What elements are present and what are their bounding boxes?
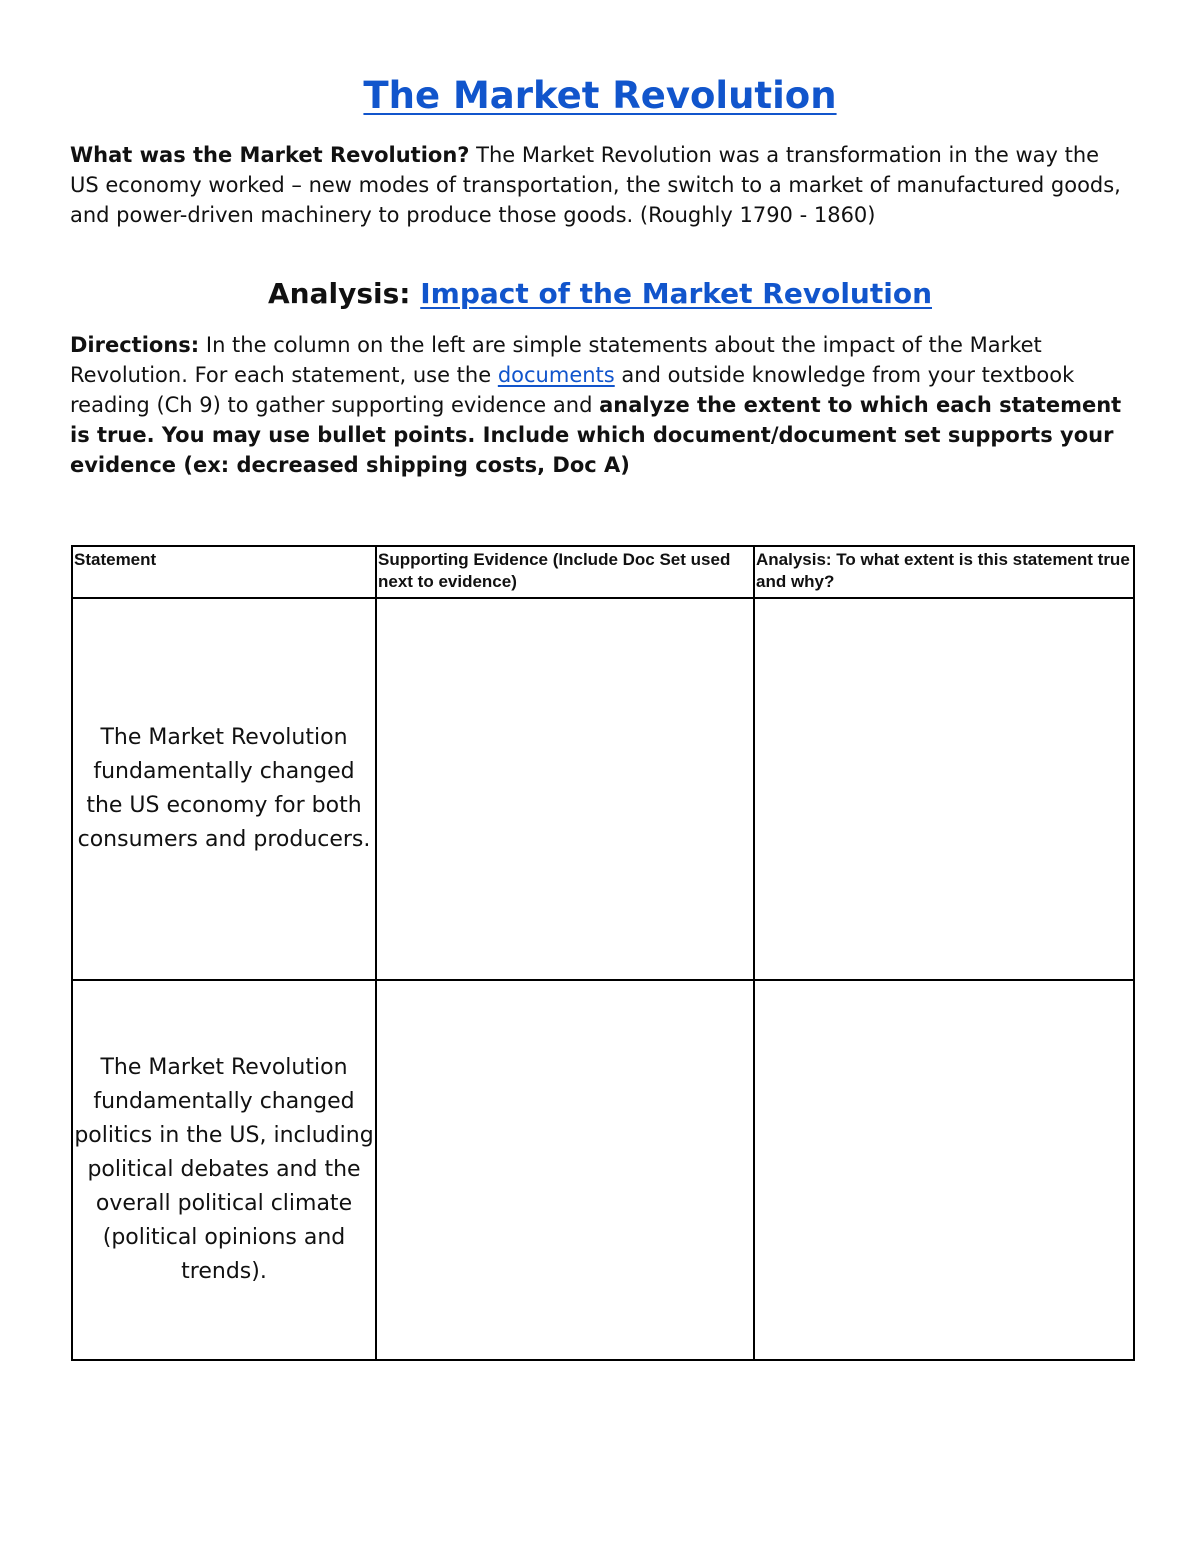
directions-bold-text: analyze the extent to which each statement is true. You may use bullet points. Include which document/document set supports your evidence (ex: decreased shipping costs, Doc A) — [70, 393, 1122, 477]
impact-link[interactable]: Impact of the Market Revolution — [420, 277, 932, 310]
directions-text-2: and outside knowledge from your textbook reading (Ch 9) to gather supporting evidence and — [70, 363, 1075, 417]
intro-paragraph — [70, 140, 1130, 230]
evidence-cell[interactable] — [376, 980, 754, 1360]
analysis-cell[interactable] — [754, 980, 1134, 1360]
page-title[interactable]: The Market Revolution — [363, 74, 837, 117]
header-analysis: Analysis: To what extent is this statement true and why? — [754, 546, 1134, 598]
header-statement: Statement — [72, 546, 376, 598]
directions-paragraph — [70, 330, 1130, 480]
table-row — [72, 980, 1134, 1360]
directions-text-1: In the column on the left are simple statements about the impact of the Market Revolution. For each statement, use the — [70, 333, 1042, 387]
section-heading-prefix: Analysis: — [268, 277, 421, 310]
statement-cell: The Market Revolution fundamentally changed the US economy for both consumers and producers. — [72, 598, 376, 980]
table-row — [72, 598, 1134, 980]
statement-cell: The Market Revolution fundamentally changed politics in the US, including political debates and the overall political climate (political opinions and trends). — [72, 980, 376, 1360]
directions-label: Directions: — [70, 333, 200, 357]
analysis-table — [71, 545, 1135, 1361]
evidence-cell[interactable] — [376, 598, 754, 980]
intro-answer: The Market Revolution was a transformation in the way the US economy worked – new modes of transportation, the switch to a market of manufactured goods, and power-driven machinery to produce those goods. (Roughly 1790 - 1860) — [70, 143, 1121, 227]
documents-link[interactable]: documents — [497, 363, 615, 387]
table-header-row — [72, 546, 1134, 598]
header-supporting-evidence: Supporting Evidence (Include Doc Set used next to evidence) — [376, 546, 754, 598]
analysis-cell[interactable] — [754, 598, 1134, 980]
section-heading — [0, 274, 1200, 314]
intro-question: What was the Market Revolution? — [70, 143, 470, 167]
